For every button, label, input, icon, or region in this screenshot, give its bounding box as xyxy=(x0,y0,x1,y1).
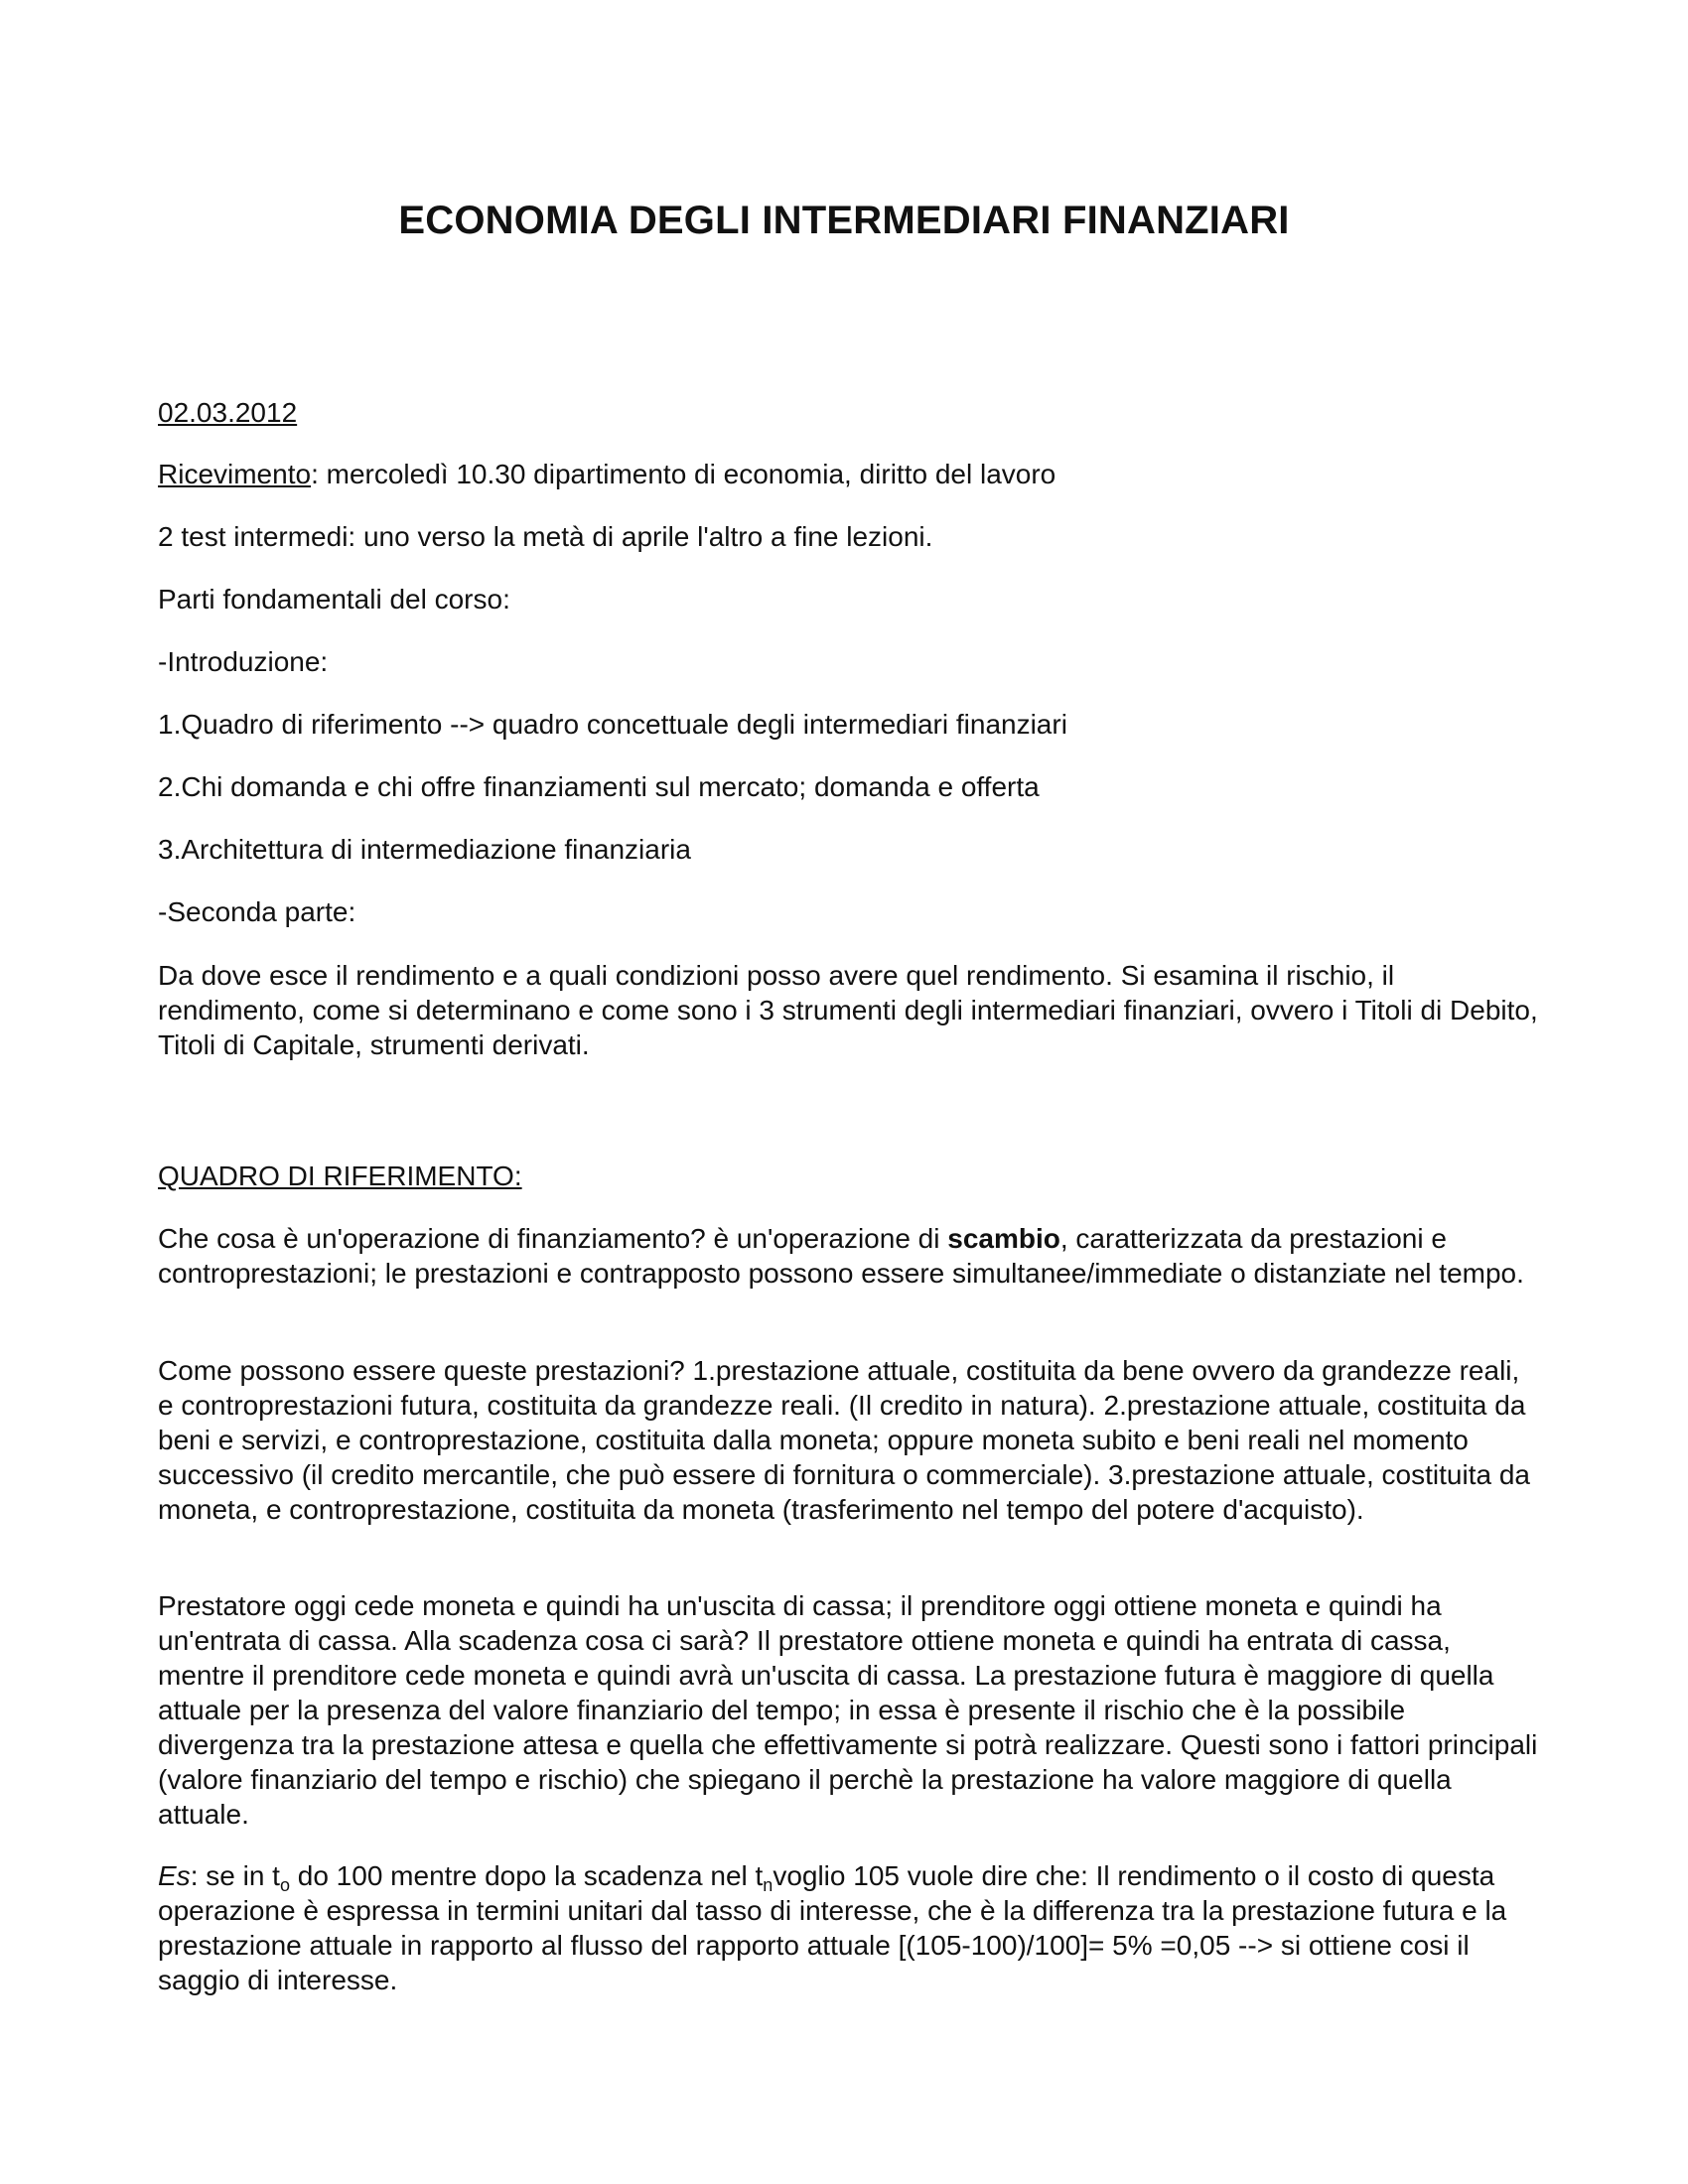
parti-line: Parti fondamentali del corso: xyxy=(158,584,510,614)
ricevimento-label: Ricevimento xyxy=(158,459,312,489)
seconda-line: -Seconda parte: xyxy=(158,896,356,927)
scambio-paragraph xyxy=(158,1221,1538,1291)
scambio-before: Che cosa è un'operazione di finanziamento? è un'operazione di xyxy=(158,1223,948,1254)
list-item-2: 2.Chi domanda e chi offre finanziamenti sul mercato; domanda e offerta xyxy=(158,771,1040,802)
prestazioni-paragraph: Come possono essere queste prestazioni? 1.prestazione attuale, costituita da bene ovvero da grandezze reali, e controprestazioni futura, costituita da grandezze reali. (Il credito in natura). 2.prestazione attuale, costituita da beni e servizi, e controprestazione, costituita dalla moneta; oppure moneta subito e beni reali nel momento successivo (il credito mercantile, che può essere di fornitura o commerciale). 3.prestazione attuale, costituita da moneta, e controprestazione, costituita da moneta (trasferimento nel tempo del potere d'acquisto). xyxy=(158,1355,1530,1525)
prestatore-paragraph: Prestatore oggi cede moneta e quindi ha un'uscita di cassa; il prenditore oggi ottiene moneta e quindi ha un'entrata di cassa. Alla scadenza cosa ci sarà? Il prestatore ottiene moneta e quindi ha entrata di cassa, mentre il prenditore cede moneta e quindi avrà un'uscita di cassa. La prestazione futura è maggiore di quella attuale per la presenza del valore finanziario del tempo; in essa è presente il rischio che è la possibile divergenza tra la prestazione attesa e quella che effettivamente si potrà realizzare. Questi sono i fattori principali (valore finanziario del tempo e rischio) che spiegano il perchè la prestazione ha valore maggiore di quella attuale. xyxy=(158,1590,1538,1830)
intro-line: -Introduzione: xyxy=(158,646,329,677)
scambio-bold: scambio xyxy=(947,1223,1060,1254)
seconda-paragraph: Da dove esce il rendimento e a quali condizioni posso avere quel rendimento. Si esamina il rischio, il rendimento, come si determinano e come sono i 3 strumenti degli intermediari finanziari, ovvero i Titoli di Debito, Titoli di Capitale, strumenti derivati. xyxy=(158,960,1538,1060)
esempio-text-2: do 100 mentre dopo la scadenza nel t xyxy=(289,1860,764,1891)
list-item-3: 3.Architettura di intermediazione finanziaria xyxy=(158,834,691,865)
ricevimento-line xyxy=(158,457,1538,491)
subscript-o: o xyxy=(279,1875,290,1895)
esempio-text-3: voglio 105 vuole dire che: Il rendimento o il costo di questa operazione è espressa in termini unitari dal tasso di interesse, che è la differenza tra la prestazione futura e la prestazione attuale in rapporto al flusso del rapporto attuale [(105-100)/100]= 5% =0,05 --> si ottiene cosi il saggio di interesse. xyxy=(158,1860,1507,1995)
scambio-after: , caratterizzata da prestazioni e controprestazioni; le prestazioni e contrapposto possono essere simultanee/immediate o distanziate nel tempo. xyxy=(158,1223,1524,1289)
esempio-label: Es xyxy=(158,1860,191,1891)
section-heading: QUADRO DI RIFERIMENTO: xyxy=(158,1160,522,1191)
lecture-date: 02.03.2012 xyxy=(158,397,298,428)
test-line: 2 test intermedi: uno verso la metà di aprile l'altro a fine lezioni. xyxy=(158,521,933,552)
esempio-paragraph xyxy=(158,1858,1538,1997)
list-item-1: 1.Quadro di riferimento --> quadro concettuale degli intermediari finanziari xyxy=(158,709,1067,740)
subscript-n: n xyxy=(763,1875,774,1895)
ricevimento-text: : mercoledì 10.30 dipartimento di economia, diritto del lavoro xyxy=(311,459,1056,489)
esempio-text-1: : se in t xyxy=(190,1860,280,1891)
document-title: ECONOMIA DEGLI INTERMEDIARI FINANZIARI xyxy=(398,199,1290,242)
